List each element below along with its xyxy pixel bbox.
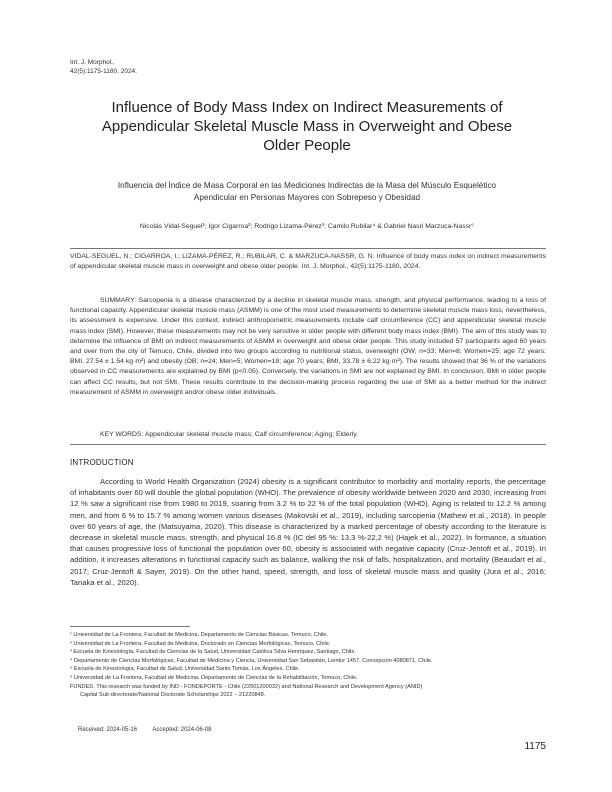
affiliation-1: ¹ Universidad de La Frontera, Facultad de Medicina, Departamento de Ciencias Básicas, Temuco, Chile. <box>70 632 328 638</box>
funding-line-1: FUNDED. This research was funded by IND - FONDEPORTE - Chile (22001200032) and National Research and Development Agency (ANID) <box>70 683 423 690</box>
article-subtitle-spanish: Influencia del Índice de Masa Corporal en las Mediciones Indirectas de la Masa del Músculo Esquelético Apendicular en Personas Mayores con Sobrepeso y Obesidad <box>117 181 497 202</box>
citation-block: VIDAL-SEGUEL, N.; CIGARROA, I.; LIZAMA-PÉREZ, R.; RUBILAR, C. & MARZUCA-NASSR, G. N. Influence of body mass index on indirect measurements of appendicular skeletal muscle mass in overweight and obese older people. Int. J. Morphol., 42(5):1175-1180, 2024. <box>70 253 546 270</box>
affiliation-5: ⁵ Escuela de Kinesiología, Facultad de Salud, Universidad Santo Tomás, Los Ángeles, Chile. <box>70 666 300 673</box>
journal-volume: 42(5):1175-1180, 2024. <box>70 68 137 75</box>
affiliation-6: ⁶ Universidad de La Frontera, Facultad de Medicina, Departamento de Ciencias de la Rehabilitación, Temuco, Chile. <box>70 674 358 681</box>
journal-name: Int. J. Morphol., <box>70 59 115 66</box>
keywords: KEY WORDS: Appendicular skeletal muscle mass; Calf circumference; Aging; Elderly. <box>100 431 359 438</box>
received-accepted-dates <box>78 726 225 734</box>
author-list: Nicolás Vidal-Seguel¹; Igor Cigarroa²; Rodrigo Lizama-Pérez³; Camilo Rubilar⁴ & Gabriel Nasri Marzuca-Nassr⁵ <box>139 223 475 230</box>
footnote-divider <box>70 626 190 627</box>
affiliation-3: ³ Escuela de Kinesiología, Facultad de Ciencias de la Salud, Universidad Católica Silva Henríquez, Santiago, Chile. <box>70 649 357 656</box>
citation-divider <box>70 248 546 249</box>
journal-reference <box>70 58 137 76</box>
received-date: Received: 2024-05-16 <box>78 727 138 733</box>
accepted-date: Accepted: 2024-06-08 <box>152 727 212 733</box>
funding-line-2: Capital Sub-directorate/National Doctorate Scholarships 2022 – 21220848. <box>80 692 266 699</box>
affiliation-4: ⁴ Departamento de Ciencias Morfológicas, Facultad de Medicina y Ciencia, Universidad San Sebastián, Lientur 1457, Concepción 4080871, Chile. <box>70 657 433 664</box>
introduction-text: According to World Health Organization (2024) obesity is a significant contributor to morbidity and mortality reports, the percentage of inhabitants over 60 will double the global population (WHO). The prevalence of obesity worldwide between 2020 and 2030, increasing from 12 % saw a significant rise from 1980 to 2019, soaring from 3.2 % to 22 % of the total population (WHO). Aging is related to 12.2 % among men, and from 6 % to 15.7 % among women various diseases (Makovski et al., 2019), including sarcopenia (Mathew et al., 2018). In people over 60 years of age, the (Matsuyama, 2020). This disease is characterized by a marked percentage of obesity according to the literature is decrease in skeletal muscle mass, strength, and physical 16.8 % (IC del 95 %: 13,3 %-22,2 %) (Hajek et al., 2022). In formance, a situation that causes progressive loss of functional the population over 60, obesity is associated with negative capacity (Cruz-Jentoft et al., 2019). In addition, it increases alterations in functional capacity such as balance, walking the risk of falls, hospitalization, and mortality (Beaudart et al., 2017; Cruz-Jentoft & Sayer, 2019). On the other hand, speed, strength, and loss of skeletal muscle mass and quality (Jura et al., 2016; Tanaka et al., 2020). <box>70 477 546 587</box>
introduction-heading: INTRODUCTION <box>70 458 134 467</box>
keywords-divider <box>70 444 546 445</box>
page-number: 1175 <box>524 741 546 752</box>
affiliation-2: ² Universidad de La Frontera, Facultad de Medicina, Doctorado en Ciencias Morfológicas, Temuco, Chile. <box>70 640 331 647</box>
article-title: Influence of Body Mass Index on Indirect Measurements of Appendicular Skeletal Muscle Mass in Overweight and Obese Older People <box>101 99 513 154</box>
abstract-summary: SUMMARY: Sarcopenia is a disease characterized by a decline in skeletal muscle mass, strength, and physical performance, leading to a loss of functional capacity. Appendicular skeletal muscle mass (ASMM) is one of the most used measurements to determine skeletal muscle mass loss; nevertheless, its assessment is expensive. Under this context, indirect anthropometric measurements include calf circumference (CC) and appendicular skeletal muscle mass index (SMI). However, these measurements may not be very sensitive in older people with different body mass index (BMI). The aim of this study was to determine the influence of BMI on indirect measurements of ASMM in overweight and obese older people. This study included 57 participants aged 60 years and over from the city of Temuco, Chile, divided into two groups according to nutritional status, overweight (OW; n=33; Men=8; Women=25; age 72 years; BMI, 27.54 ± 1.54 kg·m²) and obesity (OB; n=24; Men=5; Women=19; age 70 years; BMI, 33.78 ± 6.22 kg·m²). The results showed that 36 % of the variations observed in CC measurements are explained by BMI (p<0.05). Conversely, the variations in SMI are not explained by BMI. In conclusion, BMI in older people can affect CC results, but not SMI. These results contribute to the decision-making process regarding the use of SMI as a better method for the indirect measurement of ASMM in overweight and/or obese older individuals. <box>70 297 546 396</box>
affiliations <box>70 631 550 700</box>
